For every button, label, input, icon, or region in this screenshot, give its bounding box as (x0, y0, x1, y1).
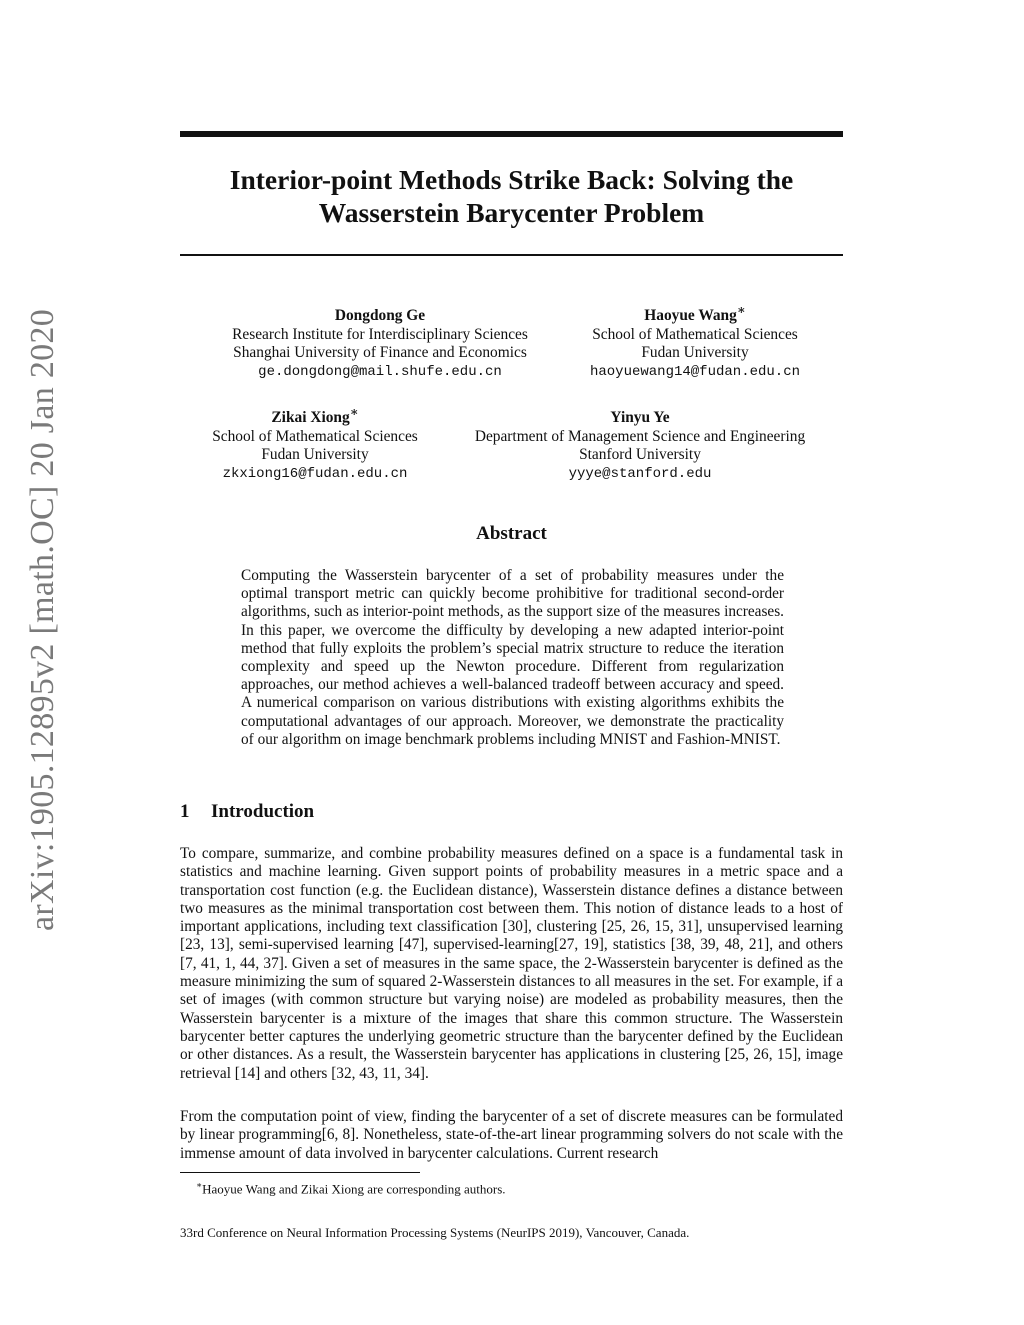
author-block (560, 301, 830, 381)
intro-paragraph-1: To compare, summarize, and combine probability measures defined on a space is a fundamental task in statistics and machine learning. Given support points of probability measures in a metric space and a transportation cost function (e.g. the Euclidean distance), Wasserstein distance defines a distance between two measures as the minimal transportation cost between them. This notion of distance leads to a host of important applications, including text classification [30], clustering [25, 26, 15, 31], unsupervised learning [23, 13], semi-supervised learning [47], supervised-learning[27, 19], statistics [38, 39, 48, 21], and others [7, 41, 1, 44, 37]. Given a set of measures in the same space, the 2-Wasserstein barycenter is defined as the measure minimizing the sum of squared 2-Wasserstein distances to all measures in the set. For example, if a set of images (with common structure but varying noise) are modeled as probability measures, then the Wasserstein barycenter is a mixture of the images that share this common structure. The Wasserstein barycenter better captures the underlying geometric structure than the barycenter defined by the Euclidean or other distances. As a result, the Wasserstein barycenter has applications in clustering [25, 26, 15], image retrieval [14] and others [32, 43, 11, 34]. (180, 845, 843, 1082)
title-bottom-rule (180, 254, 843, 256)
section-number: 1 (180, 801, 190, 822)
author-affiliation: Fudan University (261, 446, 369, 464)
title-top-rule (180, 131, 843, 137)
author-name: Haoyue Wang∗ (644, 303, 746, 325)
corresponding-mark: ∗ (349, 405, 359, 419)
venue-note: 33rd Conference on Neural Information Processing Systems (NeurIPS 2019), Vancouver, Canada. (180, 1225, 690, 1240)
author-affiliation: School of Mathematical Sciences (592, 325, 798, 343)
corresponding-mark: ∗ (736, 303, 746, 317)
author-email: zkxiong16@fudan.edu.cn (222, 465, 408, 482)
title-line-1: Interior-point Methods Strike Back: Solving the (229, 164, 794, 195)
arxiv-stamp: arXiv:1905.12895v2 [math.OC] 20 Jan 2020 (24, 308, 61, 932)
footnote (196, 1177, 506, 1197)
author-block (190, 403, 440, 483)
author-email: ge.dongdong@mail.shufe.edu.cn (258, 363, 502, 380)
paper-title (180, 163, 843, 229)
author-name: Dongdong Ge (334, 307, 426, 325)
author-name: Yinyu Ye (610, 409, 670, 427)
author-email: haoyuewang14@fudan.edu.cn (589, 363, 801, 380)
abstract-text: Computing the Wasserstein barycenter of a set of probability measures under the optimal transport metric can quickly become prohibitive for traditional second-order algorithms, such as interior-point methods, as the support size of the measures increases. In this paper, we overcome the difficulty by developing a new adapted interior-point method that fully exploits the problem’s special matrix structure to reduce the iteration complexity and speed up the Newton procedure. Different from regularization approaches, our method achieves a well-balanced tradeoff between accuracy and speed. A numerical comparison on various distributions with existing algorithms exhibits the computational advantages of our approach. Moreover, we demonstrate the practicality of our algorithm on image benchmark problems including MNIST and Fashion-MNIST. (241, 567, 784, 748)
author-block (430, 403, 850, 483)
abstract-heading: Abstract (476, 523, 547, 544)
section-heading (180, 801, 314, 823)
author-block (190, 301, 570, 381)
title-line-2: Wasserstein Barycenter Problem (318, 197, 705, 228)
intro-paragraph-2: From the computation point of view, finding the barycenter of a set of discrete measures can be formulated by linear programming[6, 8]. Nonetheless, state-of-the-art linear programming solvers do not scale with the immense amount of data involved in barycenter calculations. Current research (180, 1108, 843, 1162)
footnote-mark: ∗ (196, 1180, 203, 1190)
author-name: Zikai Xiong∗ (271, 405, 359, 427)
author-email: yyye@stanford.edu (568, 465, 712, 482)
author-affiliation: Stanford University (579, 446, 701, 464)
section-title: Introduction (211, 801, 315, 822)
author-affiliation: Shanghai University of Finance and Economics (233, 344, 527, 362)
author-affiliation: Fudan University (641, 344, 749, 362)
footnote-text: Haoyue Wang and Zikai Xiong are corresponding authors. (202, 1181, 506, 1197)
author-affiliation: Research Institute for Interdisciplinary Sciences (232, 325, 528, 343)
footnote-rule (180, 1172, 420, 1173)
author-affiliation: Department of Management Science and Engineering (474, 427, 806, 445)
author-affiliation: School of Mathematical Sciences (212, 427, 418, 445)
